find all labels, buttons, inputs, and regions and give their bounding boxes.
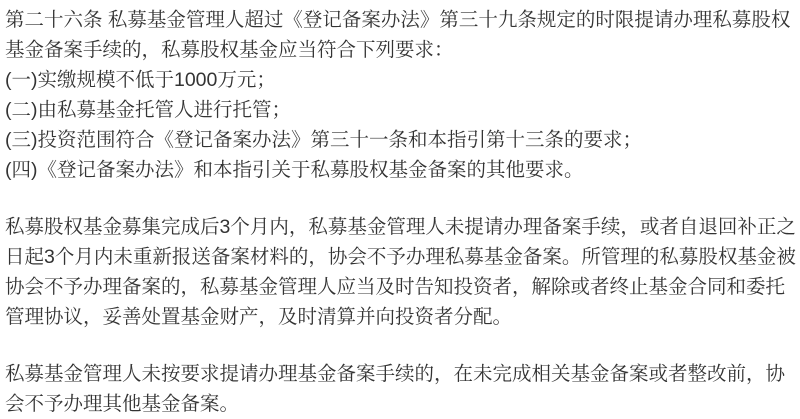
text-line: (一)实缴规模不低于1000万元； xyxy=(5,69,276,91)
text-line: 会不予办理其他基金备案。 xyxy=(5,393,240,415)
text-line: 管理协议，妥善处置基金财产，及时清算并向投资者分配。 xyxy=(5,306,513,328)
text-line: 第二十六条 私募基金管理人超过《登记备案办法》第三十九条规定的时限提请办理私募股权 xyxy=(5,9,791,31)
paragraph xyxy=(5,359,800,419)
text-line: 协会不予办理备案的，私募基金管理人应当及时告知投资者，解除或者终止基金合同和委托 xyxy=(5,276,786,298)
text-line: (三)投资范围符合《登记备案办法》第三十一条和本指引第十三条的要求； xyxy=(5,129,642,151)
paragraph xyxy=(5,5,800,185)
text-line: 私募基金管理人未按要求提请办理基金备案手续的，在未完成相关基金备案或者整改前，协 xyxy=(5,363,786,385)
text-line: 私募股权基金募集完成后3个月内，私募基金管理人未提请办理备案手续，或者自退回补正之 xyxy=(5,216,796,238)
text-line: 基金备案手续的，私募股权基金应当符合下列要求： xyxy=(5,39,454,61)
text-line: (二)由私募基金托管人进行托管； xyxy=(5,99,291,121)
text-line: 日起3个月内未重新报送备案材料的，协会不予办理私募基金备案。所管理的私募股权基金被 xyxy=(5,246,796,268)
text-line: (四)《登记备案办法》和本指引关于私募股权基金备案的其他要求。 xyxy=(5,159,584,181)
paragraph xyxy=(5,212,800,332)
